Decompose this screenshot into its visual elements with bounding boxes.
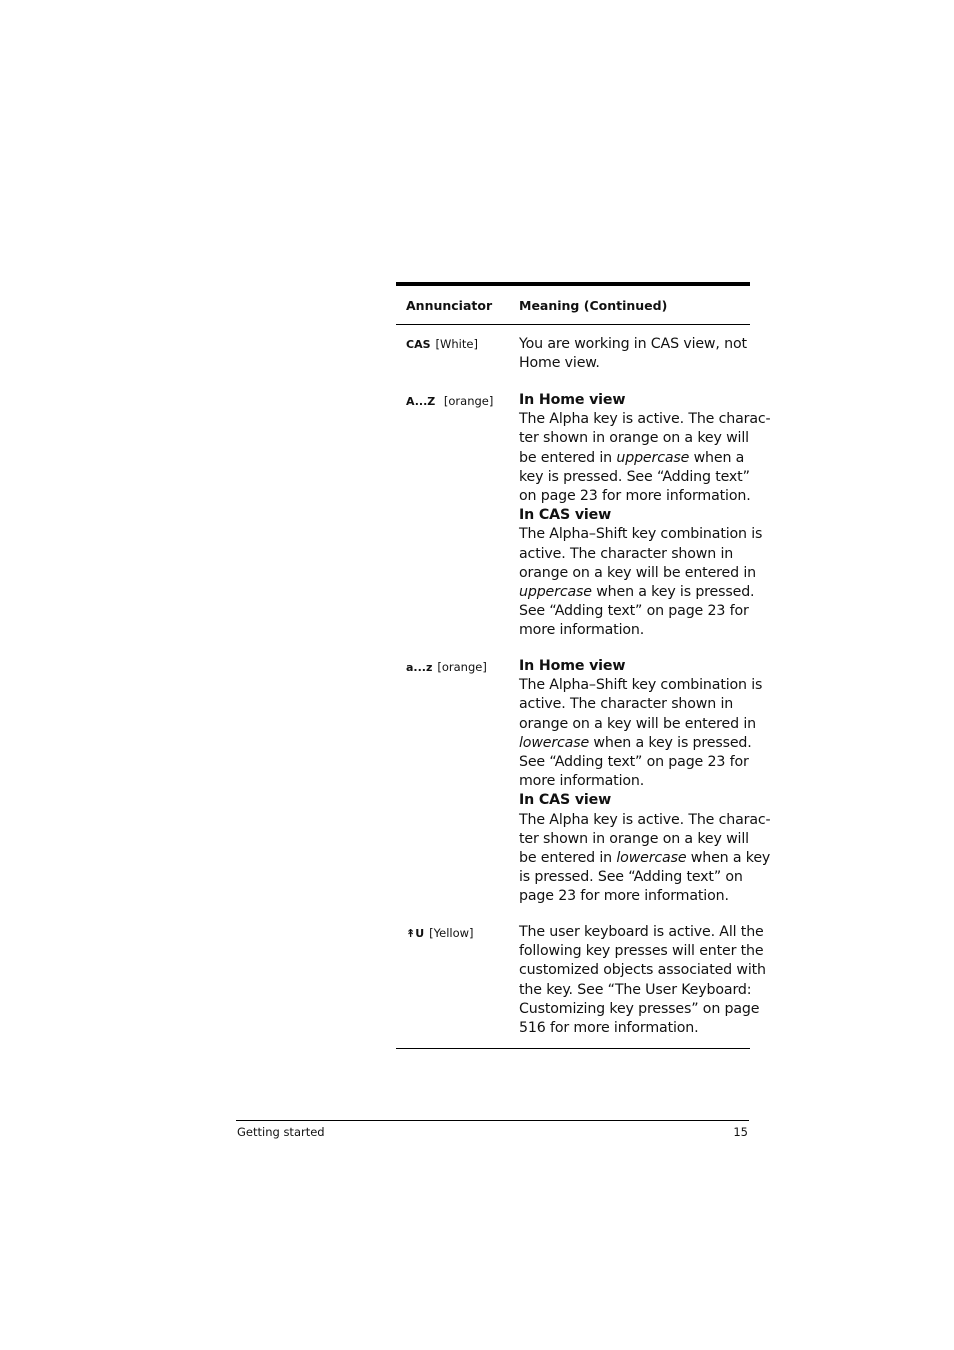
meaning-line: The Alpha–Shift key combination is	[519, 526, 763, 543]
annunciator-symbol: A...Z	[406, 395, 436, 408]
meaning-line: orange on a key will be entered in	[519, 715, 756, 732]
meaning-line: orange on a key will be entered in	[519, 564, 756, 581]
meaning-line: Customizing key presses” on page	[519, 1000, 760, 1017]
cas-view-heading: In CAS view	[519, 792, 612, 809]
home-view-heading: In Home view	[519, 392, 626, 408]
annunciator-label	[406, 394, 493, 408]
header-meaning: Meaning (Continued)	[519, 298, 668, 313]
meaning-line: See “Adding text” on page 23 for	[519, 603, 749, 620]
meaning-line: The Alpha key is active. The charac-	[519, 411, 771, 428]
meaning-line: The user keyboard is active. All the	[519, 924, 764, 940]
table-row-lowercase	[396, 657, 771, 923]
annunciator-color: [orange]	[437, 660, 487, 674]
meaning-emphasis: uppercase	[519, 584, 592, 601]
meaning-emphasis: lowercase	[616, 850, 687, 867]
meaning-line: following key presses will enter the	[519, 943, 764, 960]
meaning-line: The Alpha key is active. The charac-	[519, 811, 771, 828]
meaning-line: the key. See “The User Keyboard:	[519, 981, 752, 998]
meaning-line: Home view.	[519, 355, 600, 372]
meaning-line: more information.	[519, 773, 645, 790]
meaning-line: You are working in CAS view, not	[519, 336, 747, 352]
home-view-heading: In Home view	[519, 658, 626, 674]
cas-view-heading: In CAS view	[519, 507, 612, 524]
meaning-line	[519, 849, 771, 868]
table-header	[396, 286, 750, 325]
meaning-line: customized objects associated with	[519, 962, 766, 979]
annunciator-label	[406, 660, 487, 674]
meaning-line: key is pressed. See “Adding text”	[519, 468, 750, 485]
meaning-line: 516 for more information.	[519, 1020, 699, 1037]
meaning-text	[519, 923, 766, 1038]
table-row-user-keyboard	[396, 923, 766, 1048]
meaning-line: page 23 for more information.	[519, 888, 729, 905]
annunciator-color: [Yellow]	[429, 926, 474, 940]
table-row-uppercase	[396, 391, 771, 657]
meaning-line: more information.	[519, 622, 645, 639]
footer-section-title: Getting started	[237, 1125, 325, 1139]
annunciator-label	[406, 337, 478, 351]
meaning-line: See “Adding text” on page 23 for	[519, 754, 749, 771]
annunciator-color: [White]	[435, 337, 478, 351]
annunciator-table	[396, 282, 771, 1049]
meaning-fragment: when a	[689, 449, 745, 466]
meaning-line: is pressed. See “Adding text” on	[519, 869, 743, 886]
annunciator-symbol: a...z	[406, 661, 433, 674]
page-number: 15	[733, 1125, 748, 1139]
header-annunciator: Annunciator	[406, 298, 493, 313]
meaning-emphasis: uppercase	[616, 449, 690, 466]
meaning-text	[519, 657, 771, 907]
meaning-fragment: when a key	[686, 850, 771, 867]
meaning-line	[519, 449, 750, 468]
meaning-line: on page 23 for more information.	[519, 488, 751, 505]
meaning-fragment: be entered in	[519, 850, 617, 867]
table-row-cas	[396, 325, 750, 391]
meaning-emphasis: lowercase	[519, 734, 590, 751]
annunciator-color: [orange]	[443, 394, 494, 408]
annunciator-label	[406, 926, 474, 940]
meaning-line	[519, 734, 750, 753]
meaning-fragment: when a key is pressed.	[589, 734, 752, 751]
footer-rule	[236, 1120, 749, 1121]
meaning-line: ter shown in orange on a key will	[519, 830, 749, 847]
meaning-fragment: when a key is pressed.	[591, 584, 755, 601]
meaning-line: ter shown in orange on a key will	[519, 430, 749, 447]
table-bottom-rule	[396, 1048, 750, 1049]
annunciator-symbol: CAS	[406, 338, 431, 351]
meaning-text	[519, 335, 750, 373]
meaning-line: active. The character shown in	[519, 545, 734, 562]
meaning-line: The Alpha–Shift key combination is	[519, 677, 763, 694]
meaning-line	[519, 583, 755, 602]
meaning-fragment: be entered in	[519, 449, 617, 466]
meaning-text	[519, 391, 771, 641]
annunciator-symbol: ↟U	[406, 927, 425, 940]
meaning-line: active. The character shown in	[519, 696, 734, 713]
